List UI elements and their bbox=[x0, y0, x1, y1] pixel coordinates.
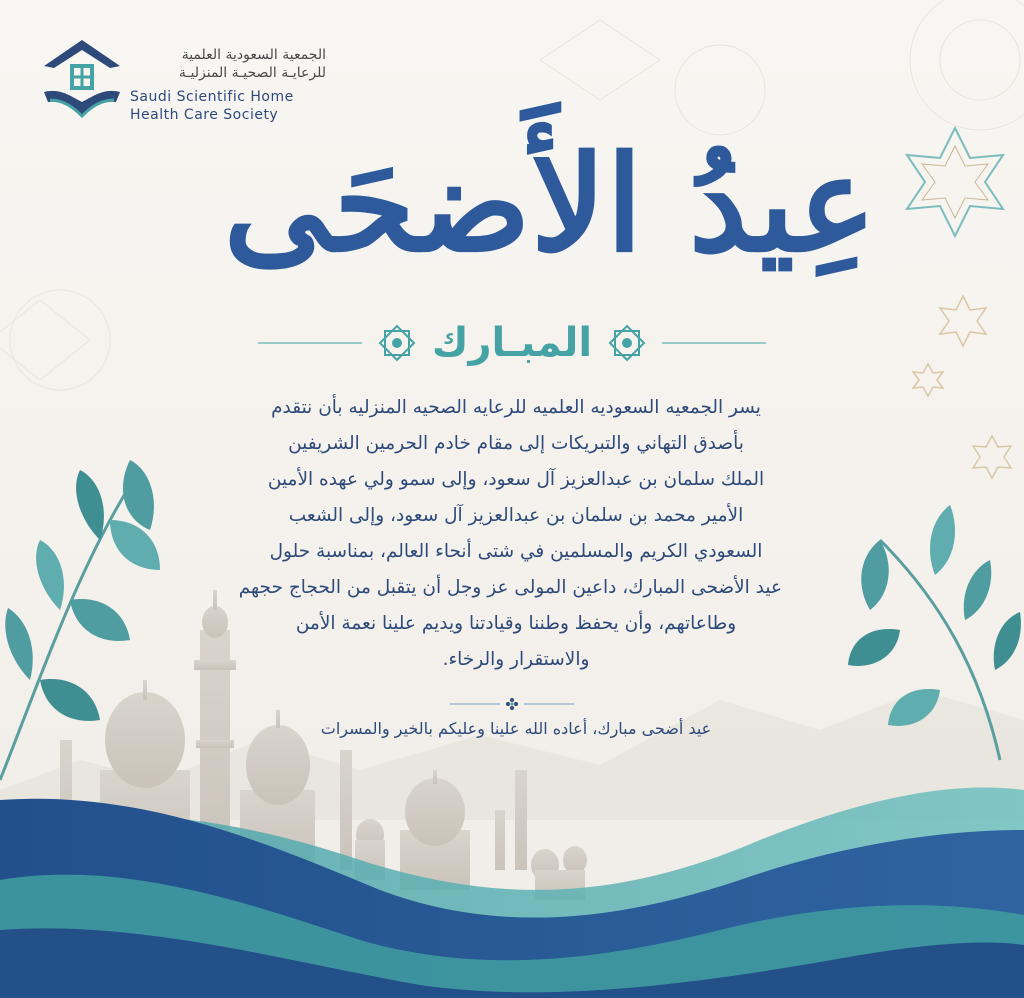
logo-arabic-line2: للرعايـة الصحيـة المنزليـة bbox=[178, 65, 326, 81]
star-ornament-large bbox=[907, 128, 1003, 236]
flower-icon bbox=[506, 698, 518, 710]
message-line: عيد الأضحى المبارك، داعين المولى عز وجل أن يتقبل من الحجاج حجهم bbox=[238, 577, 782, 598]
logo-english-line2: Health Care Society bbox=[130, 107, 279, 123]
home-care-logo-icon bbox=[40, 36, 124, 124]
closing-wish: عيد أضحى مبارك، أعاده الله علينا وعليكم بالخير والمسرات bbox=[320, 719, 712, 738]
eid-al-adha-title: عِيدُ الأَضحَى bbox=[223, 127, 877, 282]
subtitle-row bbox=[0, 318, 1024, 368]
message-line: وطاعاتهم، وأن يحفظ وطننا وقيادتنا ويديم علينا نعمة الأمن bbox=[295, 613, 737, 634]
logo-arabic-line1: الجمعية السعودية العلمية bbox=[181, 47, 326, 63]
left-rosette-icon bbox=[380, 326, 414, 360]
al-mubarak-subtitle: المبـارك bbox=[431, 320, 593, 366]
message-line: الأمير محمد بن سلمان بن عبدالعزيز آل سعود، وإلى الشعب bbox=[288, 505, 744, 526]
society-logo bbox=[40, 36, 326, 128]
message-line: والاستقرار والرخاء. bbox=[442, 649, 590, 670]
closing-separator bbox=[450, 698, 574, 710]
logo-english-name bbox=[130, 88, 326, 124]
message-line: الملك سلمان بن عبدالعزيز آل سعود، وإلى سمو ولي عهده الأمين bbox=[267, 469, 765, 490]
message-line: بأصدق التهاني والتبريكات إلى مقام خادم الحرمين الشريفين bbox=[288, 433, 744, 454]
message-line: يسر الجمعيه السعوديه العلميه للرعايه الصحيه المنزليه بأن نتقدم bbox=[271, 397, 761, 418]
right-rosette-icon bbox=[610, 326, 644, 360]
logo-arabic-name bbox=[130, 46, 326, 82]
greeting-message bbox=[238, 390, 782, 678]
message-line: السعودي الكريم والمسلمين في شتى أنحاء العالم، بمناسبة حلول bbox=[269, 541, 763, 562]
logo-english-line1: Saudi Scientific Home bbox=[130, 89, 294, 105]
